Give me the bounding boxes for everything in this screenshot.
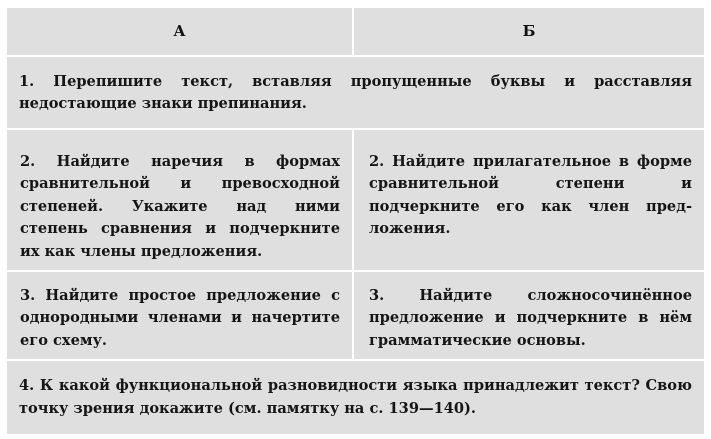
task-4-text: 4. К какой функциональной разновидности языка принадлежит текст? Свою точку зрения докажите (см. памятку на с. 139—140). <box>19 376 692 417</box>
task-2a-text: 2. Найдите наречия в формах сравнительной и превосходной степеней. Укажите над ними степень сравнения и подчеркните их как члены предложения. <box>20 152 340 261</box>
task-1-cell <box>7 57 704 130</box>
task-2a-cell <box>7 130 354 272</box>
task-3b-text: 3. Найдите сложносочинённое предложение и подчеркните в нём грамматические основы. <box>368 286 692 349</box>
task-3a-text: 3. Найдите простое предложение с однородными членами и начертите его схему. <box>20 286 340 349</box>
column-header-a: А <box>7 8 354 57</box>
column-header-b: Б <box>354 8 704 57</box>
task-4-cell <box>7 361 704 434</box>
task-row-4 <box>7 361 704 434</box>
task-2b-cell <box>354 130 704 272</box>
task-table <box>7 8 704 434</box>
task-3b-cell <box>354 272 704 361</box>
task-row-1 <box>7 57 704 130</box>
task-row-3 <box>7 272 704 361</box>
task-2b-text: 2. Найдите прилагательное в форме сравнительной степени и подчеркните его как член предложения. <box>368 152 692 238</box>
task-3a-cell <box>7 272 354 361</box>
header-row <box>7 8 704 57</box>
task-1-text: 1. Перепишите текст, вставляя пропущенные буквы и расставляя недостающие знаки препинания. <box>19 72 692 113</box>
task-row-2 <box>7 130 704 272</box>
